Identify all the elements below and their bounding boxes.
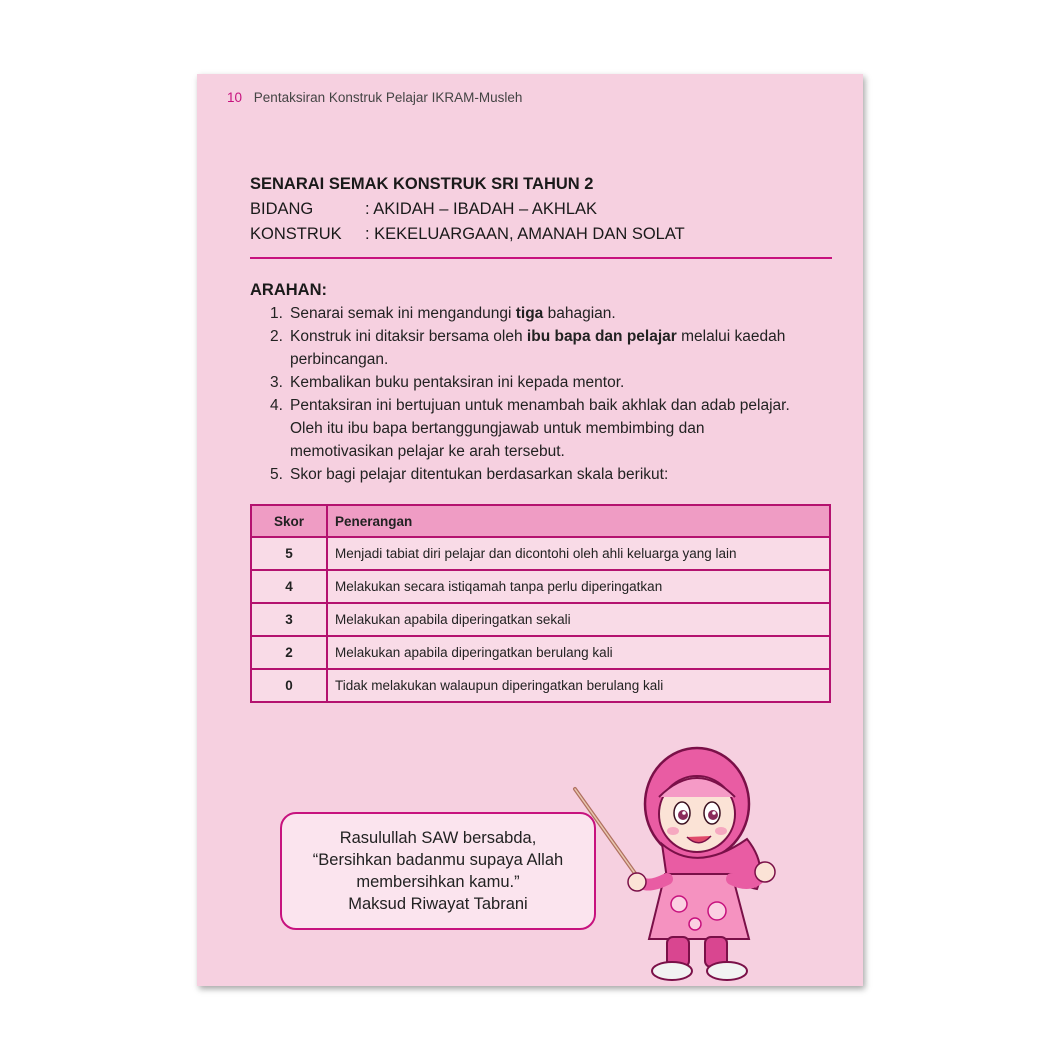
item-number: 1. (270, 305, 283, 322)
description-cell: Melakukan secara istiqamah tanpa perlu diperingatkan (327, 570, 830, 603)
score-table (250, 504, 831, 703)
arahan-list (270, 302, 790, 486)
column-header-skor: Skor (251, 505, 327, 537)
bidang-value: : AKIDAH – IBADAH – AKHLAK (365, 200, 598, 218)
score-cell: 4 (251, 570, 327, 603)
quote-line: “Bersihkan badanmu supaya Allah (312, 851, 564, 869)
document-page (197, 74, 863, 986)
score-cell: 0 (251, 669, 327, 702)
book-title: Pentaksiran Konstruk Pelajar IKRAM-Musleh (253, 90, 523, 105)
item-text: Pentaksiran ini bertujuan untuk menambah baik akhlak dan adab pelajar. Oleh itu ibu bapa bertanggungjawab untuk membimbing dan memotivasikan pelajar ke arah tersebut. (290, 397, 790, 460)
page-header (227, 90, 522, 105)
girl-mascot-illustration (567, 739, 817, 984)
list-item (270, 325, 790, 371)
item-text: Kembalikan buku pentaksiran ini kepada mentor. (290, 374, 625, 391)
item-text: Skor bagi pelajar ditentukan berdasarkan skala berikut: (290, 466, 669, 483)
quote-line: Rasulullah SAW bersabda, (339, 829, 537, 847)
item-text: Konstruk ini ditaksir bersama oleh (290, 328, 527, 345)
quote-source: Maksud Riwayat Tabrani (348, 895, 528, 913)
list-item (270, 394, 790, 463)
table-row (251, 603, 830, 636)
list-item (270, 371, 790, 394)
item-text: melalui kaedah perbincangan. (290, 328, 786, 368)
score-cell: 2 (251, 636, 327, 669)
heading-block (250, 172, 685, 247)
page-number: 10 (227, 90, 243, 105)
item-bold-text: ibu bapa dan pelajar (526, 328, 677, 345)
bidang-row (250, 197, 685, 222)
item-number: 5. (270, 466, 283, 483)
list-item (270, 302, 790, 325)
table-row (251, 669, 830, 702)
quote-line: membersihkan kamu.” (356, 873, 520, 891)
table-row (251, 636, 830, 669)
konstruk-label: KONSTRUK (250, 225, 342, 243)
table-row (251, 570, 830, 603)
bidang-label: BIDANG (250, 200, 314, 218)
list-item (270, 463, 790, 486)
item-bold-text: tiga (515, 305, 544, 322)
item-number: 2. (270, 328, 283, 345)
checklist-title: SENARAI SEMAK KONSTRUK SRI TAHUN 2 (250, 175, 594, 193)
table-header-row (251, 505, 830, 537)
description-cell: Melakukan apabila diperingatkan sekali (327, 603, 830, 636)
konstruk-row (250, 222, 685, 247)
divider (250, 257, 832, 259)
score-cell: 5 (251, 537, 327, 570)
column-header-penerangan: Penerangan (327, 505, 830, 537)
item-text: Senarai semak ini mengandungi (290, 305, 516, 322)
item-number: 4. (270, 397, 283, 414)
table-row (251, 537, 830, 570)
arahan-title: ARAHAN: (250, 281, 327, 299)
item-number: 3. (270, 374, 283, 391)
konstruk-value: : KEKELUARGAAN, AMANAH DAN SOLAT (365, 225, 685, 243)
description-cell: Melakukan apabila diperingatkan berulang kali (327, 636, 830, 669)
score-cell: 3 (251, 603, 327, 636)
hadith-quote-box (280, 812, 596, 930)
description-cell: Tidak melakukan walaupun diperingatkan berulang kali (327, 669, 830, 702)
item-text: bahagian. (543, 305, 616, 322)
description-cell: Menjadi tabiat diri pelajar dan dicontohi oleh ahli keluarga yang lain (327, 537, 830, 570)
